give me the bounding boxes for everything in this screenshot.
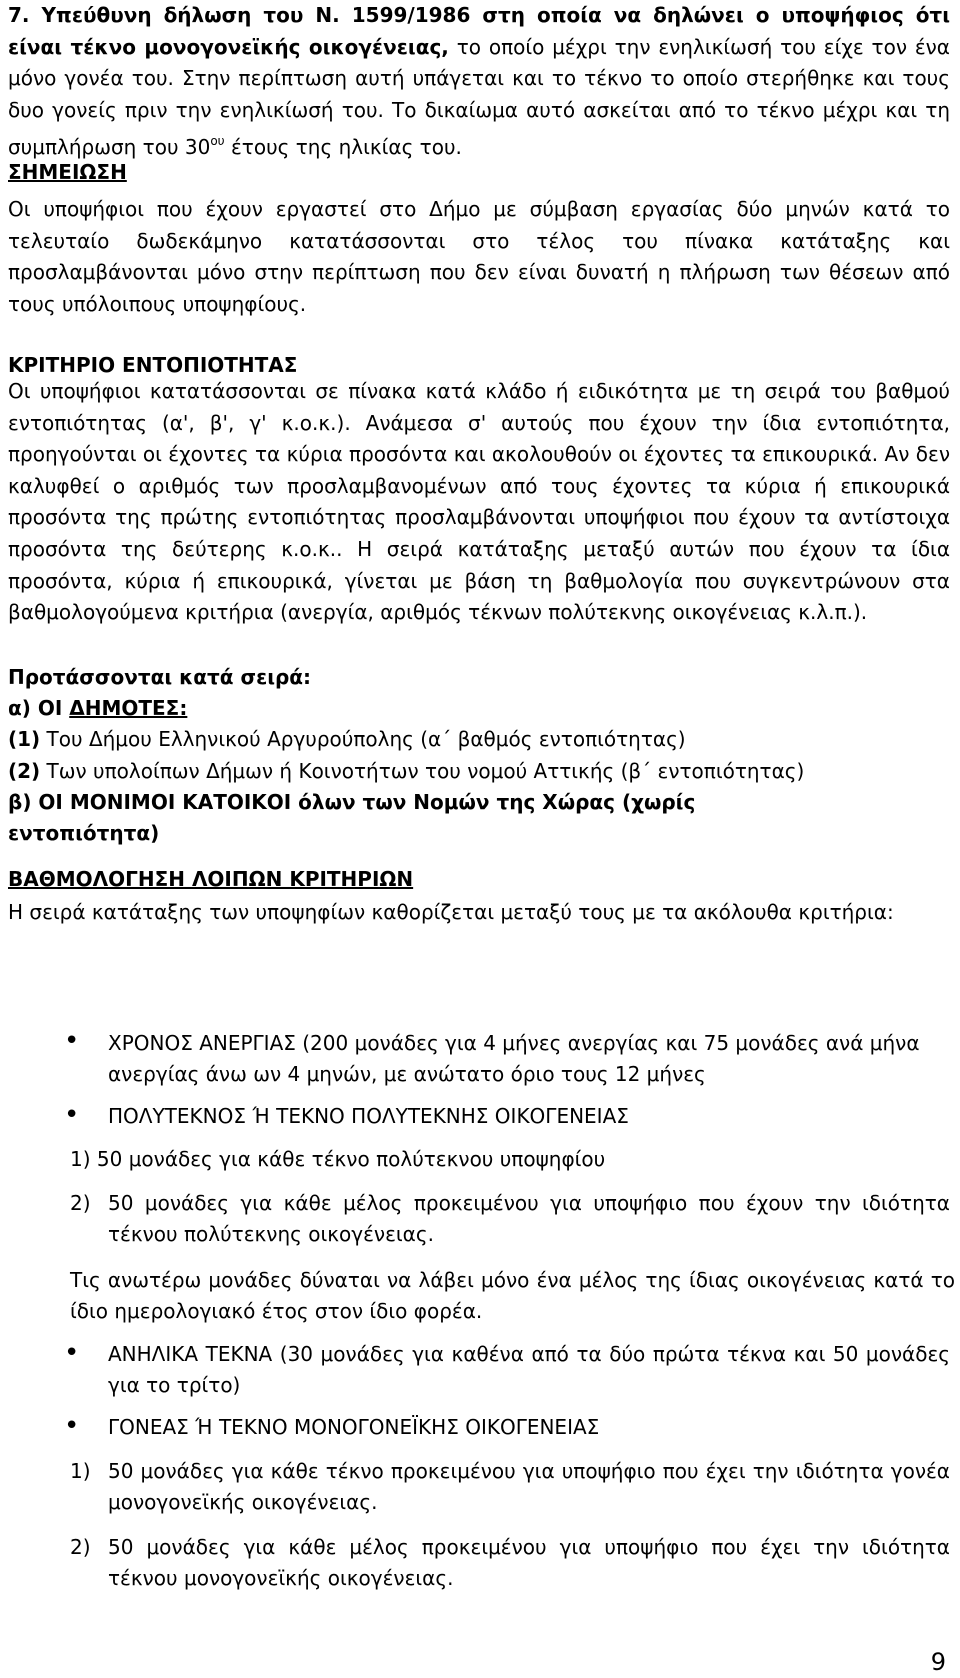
scoring-heading: ΒΑΘΜΟΛΟΓΗΣΗ ΛΟΙΠΩΝ ΚΡΙΤΗΡΙΩΝ [8, 867, 414, 891]
priority-item-1-num: (1) [8, 727, 41, 751]
page-number: 9 [930, 1648, 946, 1676]
large-family-item-1: 1) 50 μονάδες για κάθε τέκνο πολύτεκνου υποψηφίου [70, 1147, 606, 1171]
criterion-minors: ΑΝΗΛΙΚΑ ΤΕΚΝΑ (30 μονάδες για καθένα από τα δύο πρώτα τέκνα και 50 μονάδες για το τρίτο) [108, 1342, 950, 1397]
intro-text-b: έτους της ηλικίας του. [224, 135, 462, 160]
scoring-intro: Η σειρά κατάταξης των υποψηφίων καθορίζεται μεταξύ τους με τα ακόλουθα κριτήρια: [8, 900, 894, 924]
priority-item-1-text: Του Δήμου Ελληνικού Αργυρούπολης (α΄ βαθμός εντοπιότητας) [40, 727, 686, 751]
intro-text-a: το οποίο μέχρι την ενηλικίωσή του είχε τον ένα μόνο γονέα του. Στην περίπτωση αυτή υπάγεται και το τέκνο το οποίο στερήθηκε και τους δυο γονείς πριν την ενηλικίωσή του. Το δικαίωμα αυτό ασκείται από το τέκνο μέχρι και τη συμπλήρωση του 30 [8, 34, 950, 160]
single-parent-item-2-num: 2) [70, 1535, 91, 1559]
locality-heading: ΚΡΙΤΗΡΙΟ ΕΝΤΟΠΙΟΤΗΤΑΣ [8, 353, 298, 377]
priority-heading: Προτάσσονται κατά σειρά: [8, 665, 312, 689]
large-family-item-2-num: 2) [70, 1191, 91, 1215]
priority-item-2-text: Των υπολοίπων Δήμων ή Κοινοτήτων του νομού Αττικής (β΄ εντοπιότητας) [40, 759, 805, 783]
priority-item-1 [8, 725, 686, 753]
criterion-unemployment: ΧΡΟΝΟΣ ΑΝΕΡΓΙΑΣ (200 μονάδες για 4 μήνες ανεργίας και 75 μονάδες ανά μήνα ανεργίας άνω ων 4 μηνών, με ανώτατο όριο τους 12 μήνες [108, 1031, 920, 1086]
large-family-item-2-text: 50 μονάδες για κάθε μέλος προκειμένου για υποψήφιο που έχουν την ιδιότητα τέκνου πολύτεκνης οικογένειας. [108, 1191, 950, 1246]
criterion-single-parent: ΓΟΝΕΑΣ Ή ΤΕΚΝΟ ΜΟΝΟΓΟΝΕΪΚΗΣ ΟΙΚΟΓΕΝΕΙΑΣ [108, 1415, 600, 1439]
bullet-minors: • [64, 1338, 80, 1368]
bullet-unemployment: • [64, 1026, 80, 1056]
large-family-note: Τις ανωτέρω μονάδες δύναται να λάβει μόνο ένα μέλος της ίδιας οικογένειας κατά το ίδιο ημερολογιακό έτος στον ίδιο φορέα. [70, 1268, 955, 1323]
intro-bold: 7. Υπεύθυνη δήλωση του Ν. 1599/1986 στη οποία να δηλώνει ο υποψήφιος ότι είναι τέκνο μονογονεϊκής οικογένειας, [8, 3, 950, 59]
priority-item-2-num: (2) [8, 759, 41, 783]
intro-paragraph [8, 0, 950, 164]
single-parent-item-1-text: 50 μονάδες για κάθε τέκνο προκειμένου για υποψήφιο που έχει την ιδιότητα γονέα μονογονεϊκής οικογένειας. [108, 1459, 950, 1514]
priority-a [8, 694, 187, 722]
single-parent-item-2-text: 50 μονάδες για κάθε μέλος προκειμένου για υποψήφιο που έχει την ιδιότητα τέκνου μονογονεϊκής οικογένειας. [108, 1535, 950, 1590]
intro-superscript: ου [210, 134, 225, 149]
single-parent-item-1-num: 1) [70, 1459, 91, 1483]
priority-a-underlined: ΔΗΜΟΤΕΣ: [69, 696, 188, 720]
priority-a-prefix: α) ΟΙ [8, 696, 70, 720]
priority-item-2 [8, 757, 804, 785]
priority-b-line2: εντοπιότητα) [8, 821, 160, 845]
locality-text: Οι υποψήφιοι κατατάσσονται σε πίνακα κατά κλάδο ή ειδικότητα με τη σειρά του βαθμού εντοπιότητας (α', β', γ' κ.ο.κ.). Ανάμεσα σ' αυτούς που έχουν την ίδια εντοπιότητα, προηγούνται οι έχοντες τα κύρια προσόντα και ακολουθούν οι έχοντες τα επικουρικά. Αν δεν καλυφθεί ο αριθμός των προσλαμβανομένων από τους έχοντες τα κύρια ή επικουρικά προσόντα της πρώτης εντοπιότητας προσλαμβάνονται υποψήφιοι που έχουν τα αντίστοιχα προσόντα της δεύτερης κ.ο.κ.. Η σειρά κατάταξης μεταξύ αυτών που έχουν τα ίδια προσόντα, κύρια ή επικουρικά, γίνεται με βάση τη βαθμολογία που συγκεντρώνουν στα βαθμολογούμενα κριτήρια (ανεργία, αριθμός τέκνων πολύτεκνης οικογένειας κ.λ.π.). [8, 379, 950, 625]
note-heading: ΣΗΜΕΙΩΣΗ [8, 160, 127, 184]
bullet-single-parent: • [64, 1411, 80, 1441]
priority-b-line1: β) ΟΙ ΜΟΝΙΜΟΙ ΚΑΤΟΙΚΟΙ όλων των Νομών της Χώρας (χωρίς [8, 790, 696, 814]
bullet-large-family: • [64, 1100, 80, 1130]
criterion-large-family: ΠΟΛΥΤΕΚΝΟΣ Ή ΤΕΚΝΟ ΠΟΛΥΤΕΚΝΗΣ ΟΙΚΟΓΕΝΕΙΑΣ [108, 1104, 629, 1128]
note-text: Οι υποψήφιοι που έχουν εργαστεί στο Δήμο με σύμβαση εργασίας δύο μηνών κατά το τελευταίο δωδεκάμηνο κατατάσσονται στο τέλος του πίνακα κατάταξης και προσλαμβάνονται μόνο στην περίπτωση που δεν είναι δυνατή η πλήρωση των θέσεων από τους υπόλοιπους υποψηφίους. [8, 197, 950, 316]
